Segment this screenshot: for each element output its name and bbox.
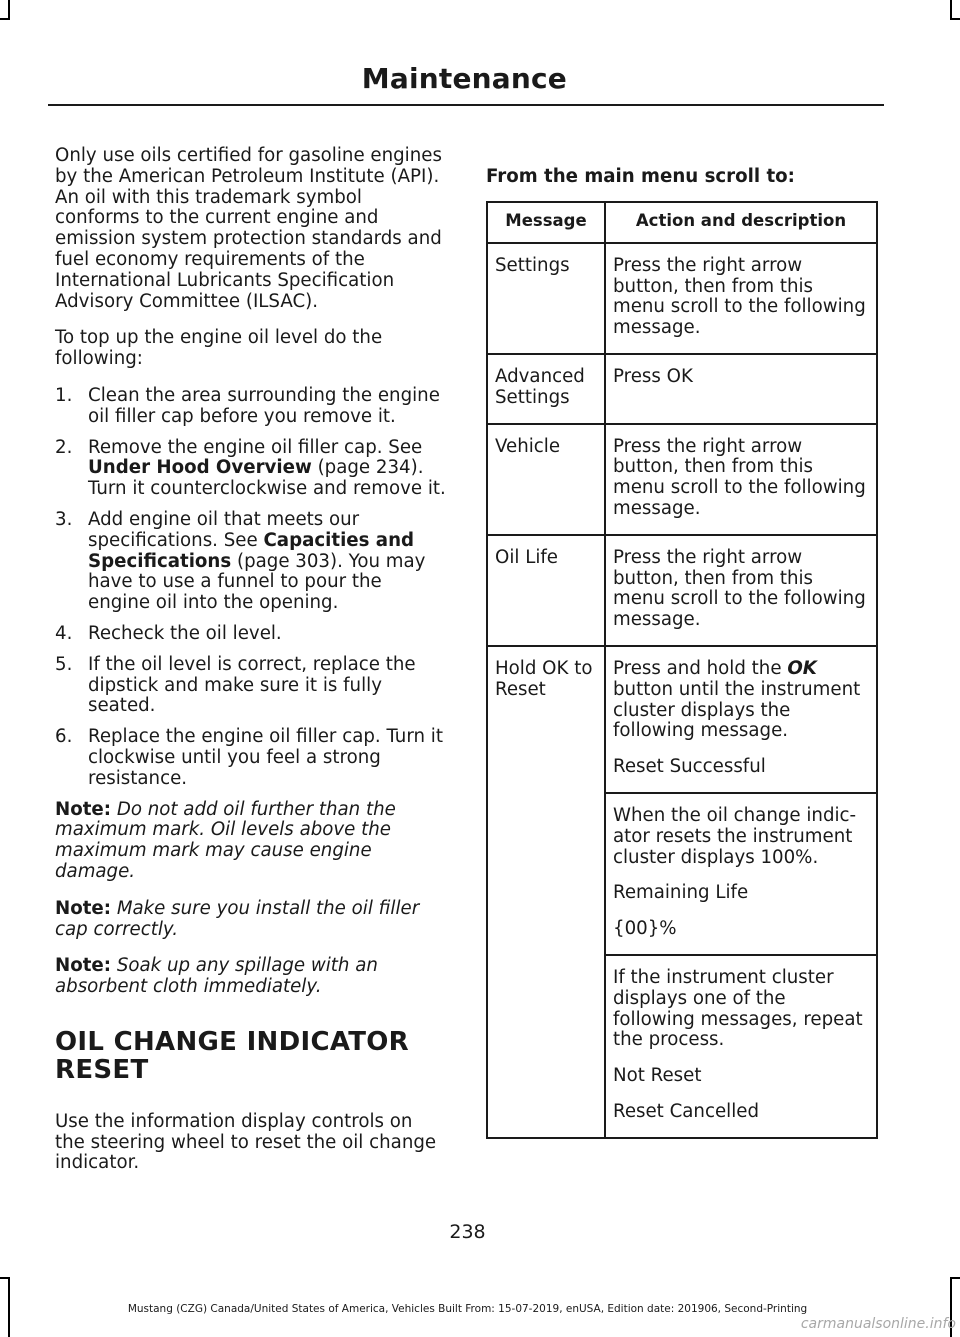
list-item: [55, 510, 448, 614]
action-cell: [605, 424, 877, 535]
display-message: Reset Cancelled: [613, 1100, 759, 1122]
list-item: [55, 438, 448, 500]
table-row: [487, 646, 877, 793]
list-item: [55, 655, 448, 717]
step-number: 2.: [55, 436, 73, 458]
message-cell: Advanced Settings: [487, 354, 605, 424]
page-title: Maintenance: [361, 62, 567, 95]
step-text: Add engine oil that meets our specifications. See: [88, 508, 360, 551]
action-cell: [605, 793, 877, 955]
display-message: Not Reset: [613, 1065, 702, 1087]
table-row: [487, 535, 877, 646]
list-item: [55, 386, 448, 428]
message-cell: Oil Life: [487, 535, 605, 646]
column-header-action: Action and description: [605, 202, 877, 243]
step-text: If the oil level is correct, replace the dipstick and make sure it is fully seated.: [88, 653, 416, 717]
paragraph: Only use oils certified for gasoline engines by the American Petroleum Institute (API). An oil with this trademark symbol conforms to the current engine and emission system protection standards and fuel economy requirements of the International Lubricants Specification Advisory Committee (ILSAC).: [55, 145, 442, 312]
step-number: 1.: [55, 384, 73, 406]
action-text: Press OK: [613, 365, 693, 387]
section-heading: OIL CHANGE INDICATOR RESET: [55, 1026, 410, 1085]
list-item: [55, 624, 448, 645]
left-column: [55, 146, 448, 1190]
step-text: (page 234). Turn it counterclockwise and remove it.: [88, 457, 446, 500]
step-number: 3.: [55, 508, 73, 530]
footer-text: Mustang (CZG) Canada/United States of America, Vehicles Built From: 15-07-2019, enUSA, Edition date: 201906, Second-Printing: [127, 1303, 808, 1315]
table-header-row: [487, 202, 877, 243]
note-label: Note:: [55, 897, 112, 919]
note-label: Note:: [55, 798, 112, 820]
table-intro: From the main menu scroll to:: [486, 166, 795, 187]
step-text: Replace the engine oil filler cap. Turn it clockwise until you feel a strong resistance.: [88, 726, 443, 789]
message-cell: Vehicle: [487, 424, 605, 535]
step-text: Clean the area surrounding the engine oil filler cap before you remove it.: [88, 384, 440, 427]
action-cell: [605, 354, 877, 424]
cross-reference-link[interactable]: Under Hood Overview: [88, 457, 312, 479]
crop-mark: [8, 0, 10, 20]
note-text: Do not add oil further than the maximum mark. Oil levels above the maximum mark may cause engine damage.: [55, 798, 396, 882]
action-text: If the instrument cluster displays one of the following messages, repeat the process.: [613, 966, 863, 1051]
menu-table: [486, 201, 878, 1139]
right-column: [486, 166, 878, 1139]
crop-mark: [950, 1277, 960, 1279]
display-message: Reset Successful: [613, 756, 766, 778]
note-text: Soak up any spillage with an absorbent cloth immediately.: [55, 955, 378, 998]
header-divider: [48, 104, 884, 106]
paragraph: To top up the engine oil level do the following:: [55, 327, 383, 370]
ok-button-label: OK: [787, 657, 817, 679]
action-cell: [605, 535, 877, 646]
cross-reference-link[interactable]: Capacities and Specifications: [88, 529, 415, 572]
step-number: 6.: [55, 726, 73, 748]
page-header: [0, 62, 935, 95]
step-number: 4.: [55, 622, 73, 644]
steps-list: [55, 386, 448, 790]
display-message: {00}%: [613, 918, 677, 940]
crop-mark: [0, 18, 10, 20]
message-cell: Settings: [487, 243, 605, 354]
page-number: 238: [449, 1221, 486, 1243]
action-text: Press the right arrow button, then from this menu scroll to the following message.: [613, 435, 866, 519]
note-label: Note:: [55, 955, 112, 977]
action-text-part: button until the instrument cluster displays the following message.: [613, 678, 861, 742]
crop-mark: [0, 1277, 10, 1279]
note: [55, 956, 448, 998]
action-text-part: Press and hold the: [613, 657, 788, 679]
message-cell: Hold OK to Reset: [487, 646, 605, 1138]
crop-mark: [950, 0, 952, 20]
action-text: [613, 659, 869, 742]
table-row: [487, 424, 877, 535]
step-text: (page 303). You may have to use a funnel to pour the engine oil into the opening.: [88, 550, 426, 614]
action-cell: [605, 646, 877, 793]
watermark: carmanualsonline.info: [800, 1316, 956, 1332]
action-text: When the oil change indic-ator resets the instrument cluster displays 100%.: [613, 804, 857, 868]
note: [55, 800, 448, 883]
action-cell: [605, 243, 877, 354]
step-number: 5.: [55, 653, 73, 675]
action-text: Press the right arrow button, then from this menu scroll to the following message.: [613, 254, 866, 339]
step-text: Remove the engine oil filler cap. See: [88, 436, 423, 458]
step-text: Recheck the oil level.: [88, 622, 282, 644]
display-message: Remaining Life: [613, 882, 749, 904]
action-cell: [605, 955, 877, 1138]
note: [55, 899, 448, 941]
action-text: Press the right arrow button, then from this menu scroll to the following message.: [613, 546, 866, 631]
list-item: [55, 727, 448, 789]
table-row: [487, 243, 877, 354]
note-text: Make sure you install the oil filler cap correctly.: [55, 897, 420, 940]
crop-mark: [950, 18, 960, 20]
column-header-message: Message: [487, 202, 605, 243]
paragraph: Use the information display controls on the steering wheel to reset the oil change indicator.: [55, 1110, 437, 1174]
table-row: [487, 354, 877, 424]
